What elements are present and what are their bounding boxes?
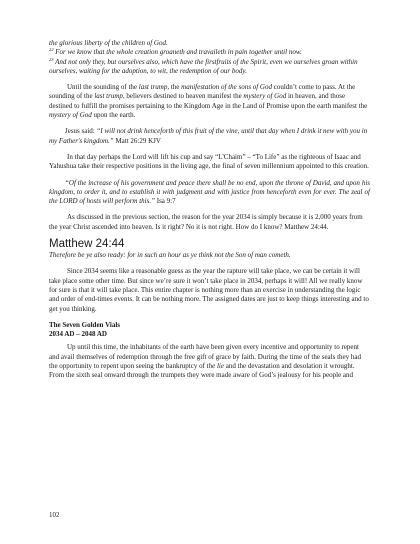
section-heading: Matthew 24:44 <box>49 238 125 251</box>
emphasis-mystery-of-god: mystery of God <box>49 111 92 120</box>
verse-number-23: 23 <box>49 56 54 62</box>
subheading-vials-dates: 2034 AD – 2048 AD <box>49 330 107 339</box>
subheading-vials-title: The Seven Golden Vials <box>49 320 120 329</box>
paragraph-repentance <box>49 343 370 380</box>
quote-lead: Jesus said: <box>65 127 97 136</box>
section-verse: Therefore be ye also ready: for in such an hour as ye think not the Son of man cometh. <box>49 251 291 260</box>
paragraph-rapture-guess: Since 2034 seems like a reasonable guess as the year the rapture will take place, we can be certain it will take place some other time. But since we’re sure it won’t take place in 2034, perhaps it will! All we really know for sure is that it will take place. This entire chapter is nothing more than an exercise in understanding the logic and order of end-times events. It can be nothing more. The assigned dates are just to keep things interesting and to get you thinking. <box>49 267 369 313</box>
quote-text: “I will not drink henceforth of this fruit of the vine, until that day when I drink it new with you in my Father's kingdom.” <box>49 127 368 145</box>
paragraph-year-2034: As discussed in the previous section, the reason for the year 2034 is simply because it is 2,000 years from the year Christ ascended into heaven. Is it right? No it is not right. How do I know? Matthew 24:44. <box>49 213 363 231</box>
quote-matthew-26 <box>49 127 370 146</box>
quote-text: “Of the increase of his government and peace there shall be no end, upon the throne of David, and upon his kingdom, to order it, and to establish it with judgment and with justice from henceforth even for ever. The zeal of the LORD of hosts will perform this.” <box>49 178 370 206</box>
paragraph-lchaim: In that day perhaps the Lord will lift his cup and say “L'Chaim” – “To Life” as the righteous of Isaac and Yahushua take their respective positions in the living age, the final of seven millennium appointed to this creation. <box>49 152 369 171</box>
text-run: , believers destined to heaven manifest the <box>122 92 244 101</box>
text-run: and the devastation and desolation it wrought. From the sixth seal onward through the trumpets they were made aware of God’s jealousy for his people and <box>49 362 355 380</box>
emphasis-mystery-of-god: mystery of God <box>243 92 287 101</box>
verse-number-22: 22 <box>49 47 54 53</box>
paragraph-last-trump <box>49 83 370 120</box>
quote-reference: Matt 26:29 KJV <box>113 136 161 145</box>
quote-reference: Isa 9:7 <box>154 197 176 206</box>
quote-isaiah-9 <box>49 179 370 207</box>
emphasis-last-trump: last trump <box>94 92 123 101</box>
verse-lead: the glorious liberty of the children of God. <box>49 39 168 47</box>
text-run: in heaven, and those destined to fulfill the promises pertaining to the Kingdom Age in the Land of Promise upon the earth manifest the <box>49 92 368 110</box>
emphasis-last-trump: last trump <box>138 83 168 92</box>
text-run: Until the sounding of the <box>67 83 139 92</box>
verse-23-text: And not only they, but ourselves also, which have the firstfruits of the Spirit, even we ourselves groan within ourselves, waiting for the adoption, to wit, the redemption of our body. <box>49 57 358 75</box>
verse-22-text: For we know that the whole creation groaneth and travaileth in pain together until now. <box>55 48 302 57</box>
text-run: , the <box>167 83 182 92</box>
emphasis-the-lie: the lie <box>206 362 224 371</box>
text-run: upon the earth. <box>91 111 136 120</box>
text-run: couldn’t come to pass. At the sounding of the <box>49 83 356 101</box>
text-run: Up until this time, the inhabitants of the earth have been given every incentive and opportunity to repent and avail themselves of redemption through the free gift of grace by faith. During the time of the seals they had the opportunity to repent upon seeing the bankruptcy of <box>49 343 361 371</box>
page-number: 102 <box>49 511 60 519</box>
emphasis-manifestation: manifestation of the sons of God <box>181 83 272 92</box>
scripture-romans-8 <box>49 39 370 76</box>
page-content <box>49 39 370 381</box>
